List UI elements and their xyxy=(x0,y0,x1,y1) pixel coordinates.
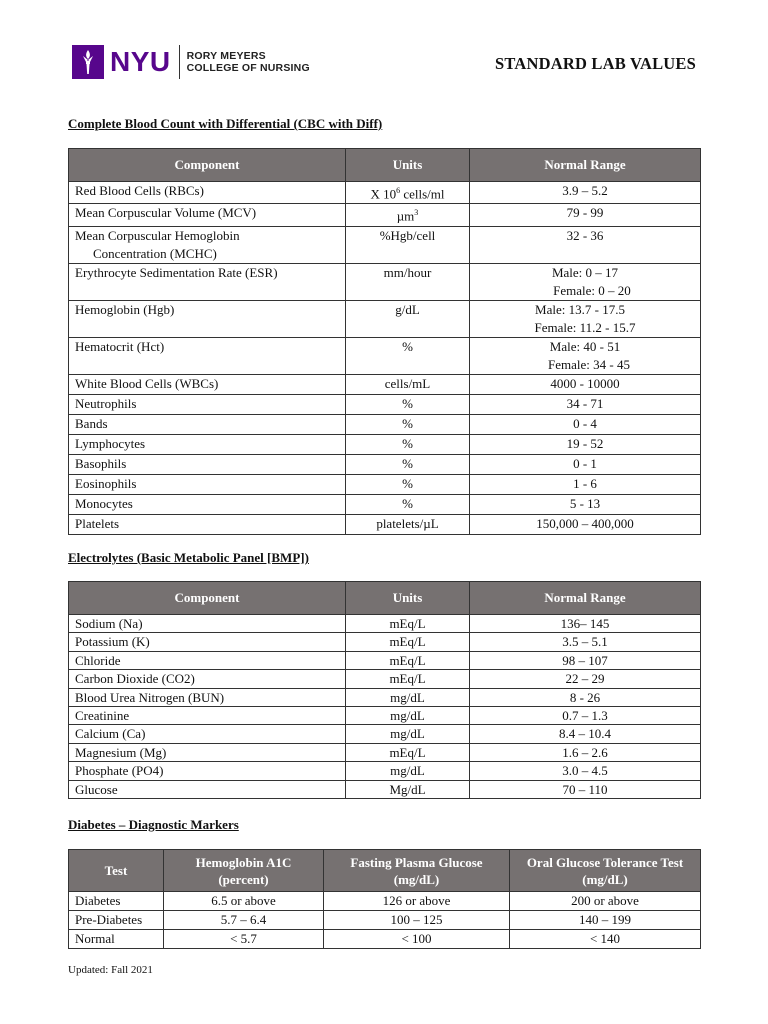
table-header-row xyxy=(69,582,701,615)
range-cell: 22 – 29 xyxy=(470,670,701,688)
table-row xyxy=(69,494,701,514)
component-cell: Red Blood Cells (RBCs) xyxy=(69,182,346,204)
range-cell: 34 - 71 xyxy=(470,394,701,414)
cbc-section-title: Complete Blood Count with Differential (CBC with Diff) xyxy=(68,116,383,131)
units-cell: mg/dL xyxy=(346,706,470,724)
range-cell: 3.0 – 4.5 xyxy=(470,762,701,780)
updated-note: Updated: Fall 2021 xyxy=(68,964,153,976)
component-cell: Eosinophils xyxy=(69,474,346,494)
table-row xyxy=(69,633,701,651)
units-cell: mg/dL xyxy=(346,762,470,780)
component-cell: Phosphate (PO4) xyxy=(69,762,346,780)
units-cell: Mg/dL xyxy=(346,780,470,798)
range-cell: Male: 0 – 17 Female: 0 – 20 xyxy=(470,263,701,300)
column-header: Oral Glucose Tolerance Test (mg/dL) xyxy=(510,850,701,892)
page-header xyxy=(72,44,696,84)
units-cell: mEq/L xyxy=(346,633,470,651)
test-cell: Normal xyxy=(69,930,164,949)
units-cell: platelets/µL xyxy=(346,514,470,534)
component-cell: Blood Urea Nitrogen (BUN) xyxy=(69,688,346,706)
nyu-logo xyxy=(72,44,310,80)
component-cell: Glucose xyxy=(69,780,346,798)
table-row xyxy=(69,892,701,911)
table-row xyxy=(69,670,701,688)
test-cell: Pre-Diabetes xyxy=(69,911,164,930)
units-cell: mg/dL xyxy=(346,725,470,743)
table-row xyxy=(69,434,701,454)
table-row xyxy=(69,474,701,494)
table-row xyxy=(69,762,701,780)
range-cell: 3.9 – 5.2 xyxy=(470,182,701,204)
component-cell: Erythrocyte Sedimentation Rate (ESR) xyxy=(69,263,346,300)
range-cell: 32 - 36 xyxy=(470,226,701,263)
table-row xyxy=(69,911,701,930)
range-cell: 5 - 13 xyxy=(470,494,701,514)
test-cell: Diabetes xyxy=(69,892,164,911)
component-cell: Neutrophils xyxy=(69,394,346,414)
units-cell: g/dL xyxy=(346,300,470,337)
column-header: Fasting Plasma Glucose (mg/dL) xyxy=(324,850,510,892)
document-title: STANDARD LAB VALUES xyxy=(495,54,696,73)
range-cell: 8 - 26 xyxy=(470,688,701,706)
table-row xyxy=(69,204,701,226)
range-cell: 98 – 107 xyxy=(470,651,701,669)
bmp-table xyxy=(68,581,701,799)
range-cell: 3.5 – 5.1 xyxy=(470,633,701,651)
units-cell: mEq/L xyxy=(346,615,470,633)
units-cell: % xyxy=(346,394,470,414)
range-cell: 136– 145 xyxy=(470,615,701,633)
units-cell: % xyxy=(346,414,470,434)
units-cell: % xyxy=(346,454,470,474)
component-cell: Carbon Dioxide (CO2) xyxy=(69,670,346,688)
range-cell: Male: 40 - 51 Female: 34 - 45 xyxy=(470,337,701,374)
units-cell: mm/hour xyxy=(346,263,470,300)
table-row xyxy=(69,182,701,204)
ogtt-cell: 200 or above xyxy=(510,892,701,911)
table-row xyxy=(69,394,701,414)
college-name xyxy=(187,50,310,74)
units-cell: mEq/L xyxy=(346,670,470,688)
component-cell: Bands xyxy=(69,414,346,434)
range-cell: 150,000 – 400,000 xyxy=(470,514,701,534)
diabetes-section-title: Diabetes – Diagnostic Markers xyxy=(68,817,239,832)
table-row xyxy=(69,374,701,394)
units-cell: µm$^3$ xyxy=(346,204,470,226)
units-cell: % xyxy=(346,474,470,494)
column-header: Units xyxy=(346,149,470,182)
component-cell: Lymphocytes xyxy=(69,434,346,454)
component-cell: Creatinine xyxy=(69,706,346,724)
table-row xyxy=(69,414,701,434)
component-cell: Mean Corpuscular Hemoglobin Concentration (MCHC) xyxy=(69,226,346,263)
component-cell: Sodium (Na) xyxy=(69,615,346,633)
table-row xyxy=(69,300,701,337)
range-cell: 0 - 1 xyxy=(470,454,701,474)
range-cell: Male: 13.7 - 17.5 Female: 11.2 - 15.7 xyxy=(470,300,701,337)
fpg-cell: 100 – 125 xyxy=(324,911,510,930)
a1c-cell: 5.7 – 6.4 xyxy=(164,911,324,930)
component-cell: Platelets xyxy=(69,514,346,534)
table-row xyxy=(69,226,701,263)
column-header: Hemoglobin A1C (percent) xyxy=(164,850,324,892)
range-cell: 70 – 110 xyxy=(470,780,701,798)
units-cell: cells/mL xyxy=(346,374,470,394)
table-row xyxy=(69,725,701,743)
diabetes-table xyxy=(68,849,701,949)
range-cell: 0.7 – 1.3 xyxy=(470,706,701,724)
table-header-row xyxy=(69,149,701,182)
component-cell: Monocytes xyxy=(69,494,346,514)
cbc-table xyxy=(68,148,701,535)
table-row xyxy=(69,337,701,374)
column-header: Normal Range xyxy=(470,149,701,182)
column-header: Normal Range xyxy=(470,582,701,615)
component-cell: Potassium (K) xyxy=(69,633,346,651)
units-cell: mg/dL xyxy=(346,688,470,706)
table-row xyxy=(69,263,701,300)
component-cell: Basophils xyxy=(69,454,346,474)
table-row xyxy=(69,743,701,761)
component-cell: Chloride xyxy=(69,651,346,669)
table-row xyxy=(69,615,701,633)
logo-divider xyxy=(179,45,180,79)
component-cell: White Blood Cells (WBCs) xyxy=(69,374,346,394)
college-line-2: COLLEGE OF NURSING xyxy=(186,62,310,74)
component-cell: Hemoglobin (Hgb) xyxy=(69,300,346,337)
table-row xyxy=(69,454,701,474)
bmp-section-title: Electrolytes (Basic Metabolic Panel [BMP]) xyxy=(68,550,309,565)
units-cell: %Hgb/cell xyxy=(346,226,470,263)
units-cell: % xyxy=(346,434,470,454)
college-line-1: RORY MEYERS xyxy=(186,50,266,62)
range-cell: 8.4 – 10.4 xyxy=(470,725,701,743)
table-row xyxy=(69,706,701,724)
table-row xyxy=(69,651,701,669)
ogtt-cell: < 140 xyxy=(510,930,701,949)
table-row xyxy=(69,930,701,949)
torch-icon xyxy=(72,45,104,79)
units-cell: X $10^6$ cells/ml xyxy=(346,182,470,204)
component-cell: Calcium (Ca) xyxy=(69,725,346,743)
table-row xyxy=(69,688,701,706)
table-row xyxy=(69,780,701,798)
table-header-row xyxy=(69,850,701,892)
range-cell: 19 - 52 xyxy=(470,434,701,454)
range-cell: 79 - 99 xyxy=(470,204,701,226)
logo-wordmark: NYU xyxy=(110,46,171,77)
range-cell: 0 - 4 xyxy=(470,414,701,434)
range-cell: 1 - 6 xyxy=(470,474,701,494)
range-cell: 1.6 – 2.6 xyxy=(470,743,701,761)
column-header: Component xyxy=(69,149,346,182)
ogtt-cell: 140 – 199 xyxy=(510,911,701,930)
range-cell: 4000 - 10000 xyxy=(470,374,701,394)
column-header: Test xyxy=(69,850,164,892)
units-cell: mEq/L xyxy=(346,651,470,669)
component-cell: Magnesium (Mg) xyxy=(69,743,346,761)
component-cell: Hematocrit (Hct) xyxy=(69,337,346,374)
a1c-cell: 6.5 or above xyxy=(164,892,324,911)
column-header: Component xyxy=(69,582,346,615)
a1c-cell: < 5.7 xyxy=(164,930,324,949)
units-cell: % xyxy=(346,337,470,374)
table-row xyxy=(69,514,701,534)
component-cell: Mean Corpuscular Volume (MCV) xyxy=(69,204,346,226)
fpg-cell: < 100 xyxy=(324,930,510,949)
column-header: Units xyxy=(346,582,470,615)
units-cell: % xyxy=(346,494,470,514)
fpg-cell: 126 or above xyxy=(324,892,510,911)
units-cell: mEq/L xyxy=(346,743,470,761)
